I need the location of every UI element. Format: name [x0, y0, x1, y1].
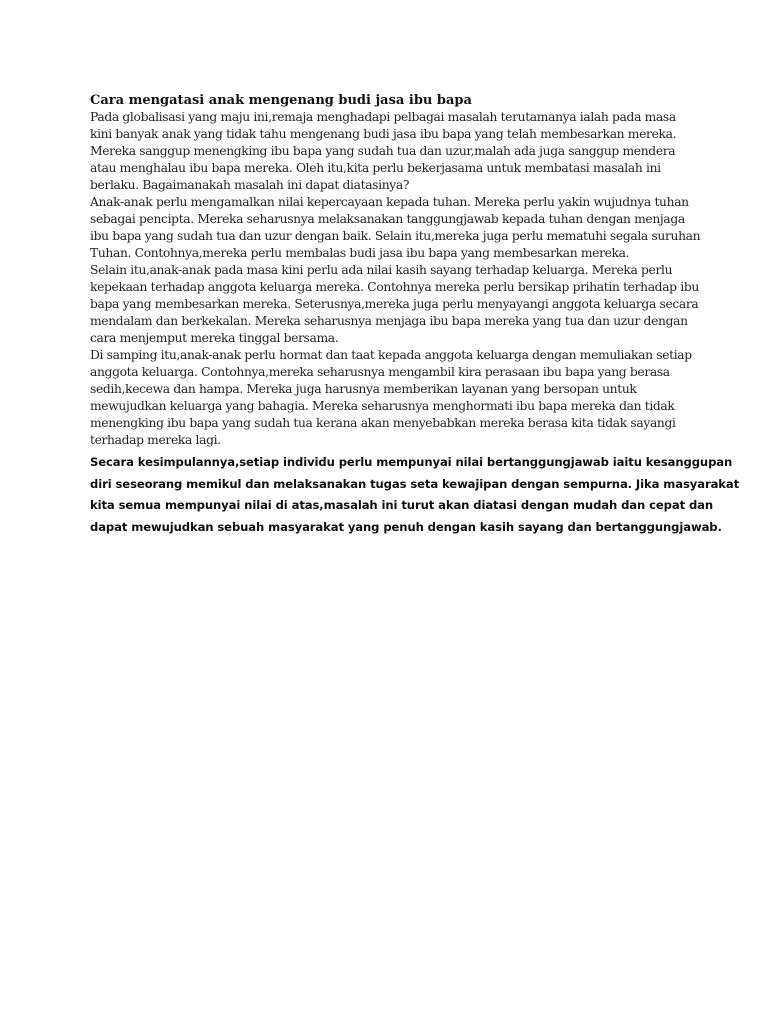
- text-line: Tuhan. Contohnya,mereka perlu membalas budi jasa ibu bapa yang membesarkan mereka.: [90, 246, 630, 260]
- document-title: Cara mengatasi anak mengenang budi jasa ibu bapa: [90, 93, 472, 108]
- conclusion-line: diri seseorang memikul dan melaksanakan tugas seta kewajipan dengan sempurna. Jika masyarakat: [90, 476, 740, 491]
- text-line: Anak-anak perlu mengamalkan nilai kepercayaan kepada tuhan. Mereka perlu yakin wujudnya tuhan: [90, 195, 689, 209]
- conclusion-line: Secara kesimpulannya,setiap individu perlu mempunyai nilai bertanggungjawab iaitu kesanggupan: [90, 455, 733, 469]
- text-line: atau menghalau ibu bapa mereka. Oleh itu,kita perlu bekerjasama untuk membatasi masalah ini: [90, 161, 661, 175]
- text-line: mewujudkan keluarga yang bahagia. Mereka seharusnya menghormati ibu bapa mereka dan tidak: [90, 399, 675, 413]
- text-line: Di samping itu,anak-anak perlu hormat dan taat kepada anggota keluarga dengan memuliakan setiap: [90, 348, 692, 362]
- text-line: Pada globalisasi yang maju ini,remaja menghadapi pelbagai masalah terutamanya ialah pada masa: [90, 110, 676, 124]
- text-line: berlaku. Bagaimanakah masalah ini dapat diatasinya?: [90, 178, 410, 192]
- document-page: [90, 92, 740, 538]
- conclusion-paragraph: [90, 452, 740, 538]
- text-line: bapa yang membesarkan mereka. Seterusnya,mereka juga perlu menyayangi anggota keluarga secara: [90, 297, 699, 311]
- conclusion-line: kita semua mempunyai nilai di atas,masalah ini turut akan diatasi dengan mudah dan cepat dan: [90, 498, 714, 512]
- text-line: cara menjemput mereka tinggal bersama.: [90, 331, 339, 345]
- text-line: terhadap mereka lagi.: [90, 433, 221, 447]
- text-line: ibu bapa yang sudah tua dan uzur dengan baik. Selain itu,mereka juga perlu mematuhi segala suruhan: [90, 229, 701, 243]
- conclusion-line: dapat mewujudkan sebuah masyarakat yang penuh dengan kasih sayang dan bertanggungjawab.: [90, 519, 722, 534]
- text-line: kepekaan terhadap anggota keluarga mereka. Contohnya mereka perlu bersikap prihatin terhadap ibu: [90, 280, 699, 294]
- text-line: mendalam dan berkekalan. Mereka seharusnya menjaga ibu bapa mereka yang tua dan uzur dengan: [90, 314, 688, 328]
- text-line: anggota keluarga. Contohnya,mereka seharusnya mengambil kira perasaan ibu bapa yang berasa: [90, 365, 670, 379]
- text-line: menengking ibu bapa yang sudah tua kerana akan menyebabkan mereka berasa kita tidak sayangi: [90, 416, 676, 430]
- text-line: kini banyak anak yang tidak tahu mengenang budi jasa ibu bapa yang telah membesarkan mereka.: [90, 127, 677, 141]
- text-line: sebagai pencipta. Mereka seharusnya melaksanakan tanggungjawab kepada tuhan dengan menjaga: [90, 212, 685, 226]
- body-text: [90, 109, 701, 449]
- text-line: sedih,kecewa dan hampa. Mereka juga harusnya memberikan layanan yang bersopan untuk: [90, 382, 637, 396]
- text-line: Mereka sanggup menengking ibu bapa yang sudah tua dan uzur,malah ada juga sanggup mendera: [90, 144, 676, 158]
- text-line: Selain itu,anak-anak pada masa kini perlu ada nilai kasih sayang terhadap keluarga. Mereka perlu: [90, 263, 673, 277]
